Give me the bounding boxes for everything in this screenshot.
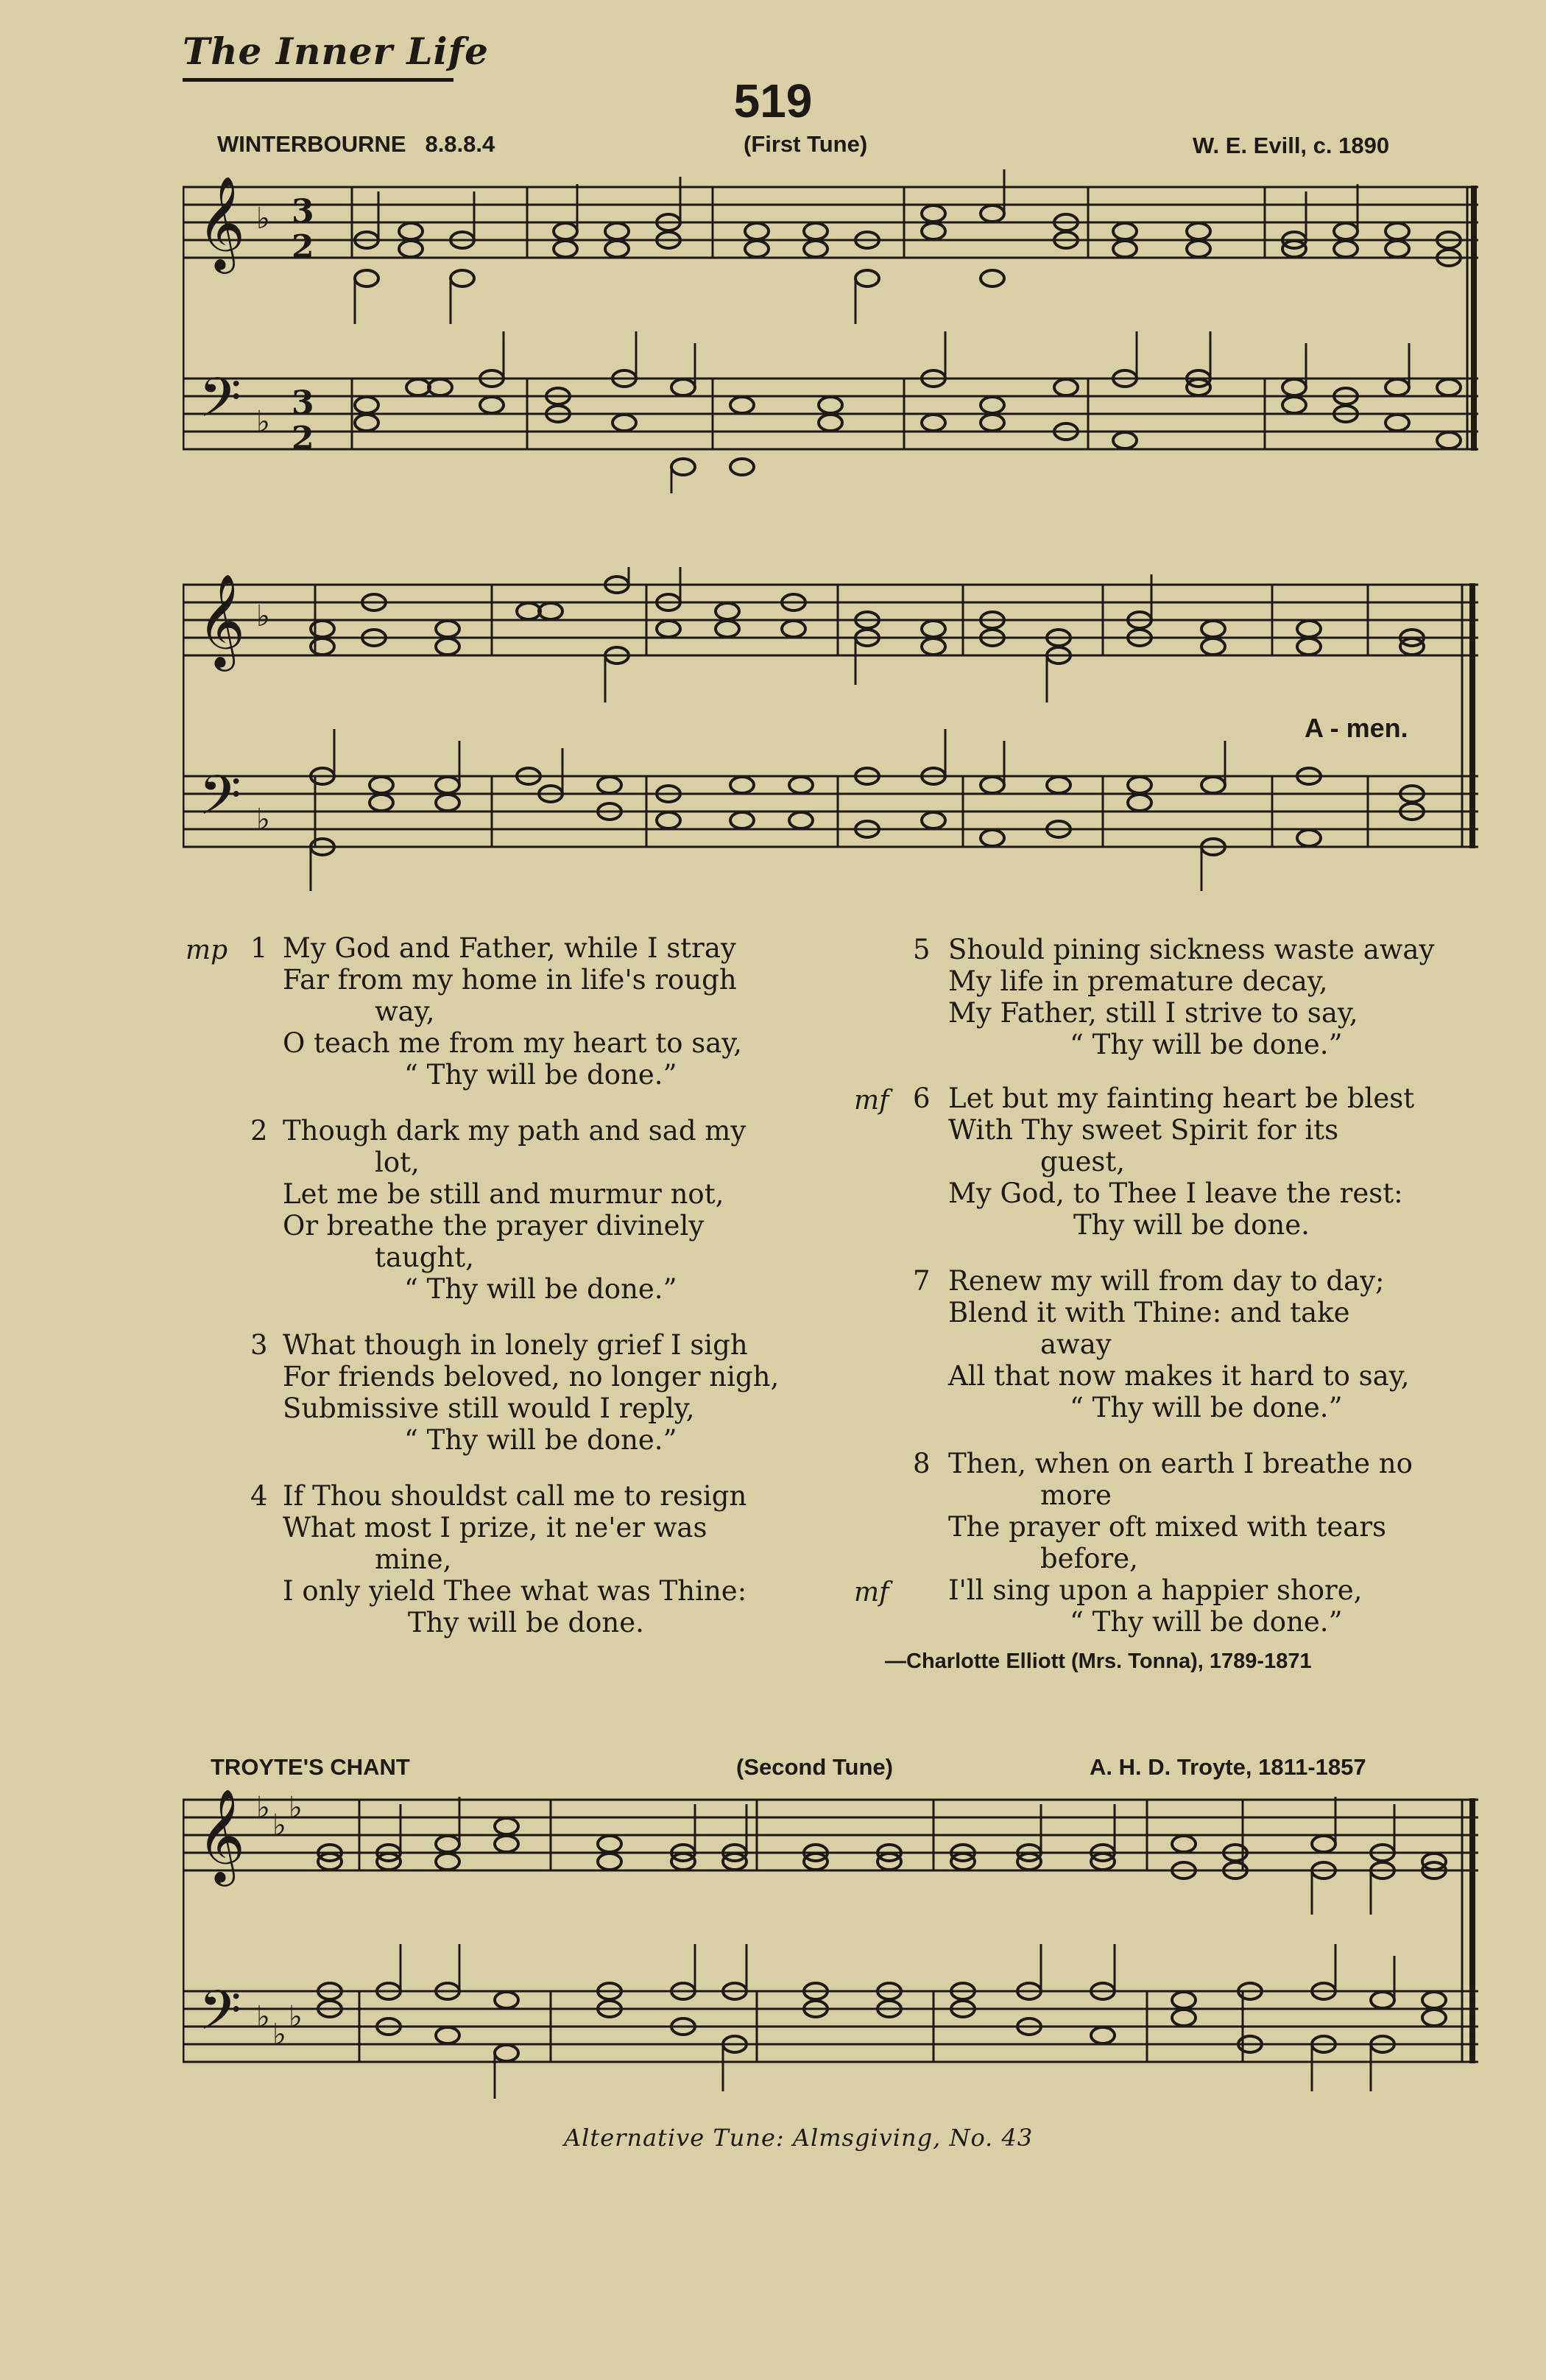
svg-text:3: 3 xyxy=(292,193,314,230)
verse-6 xyxy=(913,1082,1414,1241)
svg-text:2: 2 xyxy=(292,420,314,457)
verse-line: The prayer oft mixed with tears xyxy=(948,1511,1387,1543)
verse-line: guest, xyxy=(1040,1146,1126,1177)
verse-line: “ Thy will be done.” xyxy=(404,1424,677,1456)
verse-3 xyxy=(250,1329,779,1456)
hymn-attribution: —Charlotte Elliott (Mrs. Tonna), 1789-1871 xyxy=(885,1650,1312,1673)
svg-text:𝄢: 𝄢 xyxy=(199,366,241,443)
verse-number: 6 xyxy=(913,1082,931,1114)
verse-line: more xyxy=(1040,1479,1112,1511)
tune-name: WINTERBOURNE xyxy=(217,131,406,157)
svg-text:♭: ♭ xyxy=(256,1790,270,1825)
svg-text:♭: ♭ xyxy=(256,1999,270,2034)
first-tune-composer: W. E. Evill, c. 1890 xyxy=(1193,133,1390,158)
verse-1-dynamic: mp xyxy=(186,935,228,965)
amen-text: A - men. xyxy=(1305,713,1408,743)
verse-line: “ Thy will be done.” xyxy=(1070,1392,1343,1423)
verse-line: I only yield Thee what was Thine: xyxy=(283,1575,747,1607)
verse-1 xyxy=(250,932,742,1091)
tune-name-meter xyxy=(217,131,495,158)
second-tune-label: (Second Tune) xyxy=(736,1754,893,1780)
verse-number: 3 xyxy=(250,1329,268,1361)
verse-line: way, xyxy=(375,996,435,1027)
verse-line: “ Thy will be done.” xyxy=(1070,1606,1343,1638)
verse-line: mine, xyxy=(375,1543,452,1575)
verse-5 xyxy=(913,934,1434,1060)
svg-text:𝄞: 𝄞 xyxy=(197,1788,246,1882)
section-title: The Inner Life xyxy=(183,29,489,73)
verse-2 xyxy=(250,1115,746,1305)
verse-line: “ Thy will be done.” xyxy=(404,1059,677,1091)
verse-number: 1 xyxy=(250,932,268,964)
verse-line: I'll sing upon a happier shore, xyxy=(948,1574,1363,1606)
verse-line: If Thou shouldst call me to resign xyxy=(283,1480,747,1512)
svg-text:♭: ♭ xyxy=(272,1808,286,1842)
svg-text:♭: ♭ xyxy=(289,1790,303,1825)
svg-text:𝄞: 𝄞 xyxy=(197,573,246,667)
svg-text:𝄢: 𝄢 xyxy=(199,764,241,841)
alternative-tune: Alternative Tune: Almsgiving, No. 43 xyxy=(564,2124,1034,2152)
svg-text:♭: ♭ xyxy=(289,1999,303,2034)
tune-meter: 8.8.8.4 xyxy=(425,131,495,157)
verse-line: Far from my home in life's rough xyxy=(283,964,737,996)
svg-text:3: 3 xyxy=(292,384,314,422)
verse-line: Let but my fainting heart be blest xyxy=(948,1082,1415,1114)
verse-line: My God, to Thee I leave the rest: xyxy=(948,1177,1403,1209)
verse-line: Then, when on earth I breathe no xyxy=(948,1448,1413,1479)
verse-line: My God and Father, while I stray xyxy=(283,932,736,964)
verse-number: 2 xyxy=(250,1115,268,1147)
svg-text:♭: ♭ xyxy=(256,599,270,633)
verse-line: taught, xyxy=(375,1242,474,1273)
svg-text:♭: ♭ xyxy=(272,2017,286,2052)
svg-text:♭: ♭ xyxy=(256,201,270,236)
verse-line: With Thy sweet Spirit for its xyxy=(948,1114,1339,1146)
verse-line: Renew my will from day to day; xyxy=(948,1265,1385,1297)
verse-line: away xyxy=(1040,1328,1112,1360)
second-tune-composer: A. H. D. Troyte, 1811-1857 xyxy=(1090,1754,1366,1780)
music-system-3 xyxy=(183,1782,1478,2106)
svg-text:𝄞: 𝄞 xyxy=(197,175,246,270)
verse-number: 7 xyxy=(913,1265,931,1297)
verse-number: 5 xyxy=(913,934,931,965)
svg-text:𝄢: 𝄢 xyxy=(199,1979,241,2056)
verse-line: Should pining sickness waste away xyxy=(948,934,1435,965)
verse-6-dynamic: mf xyxy=(854,1085,889,1116)
music-system-1 xyxy=(183,169,1478,493)
verse-line: “ Thy will be done.” xyxy=(404,1273,677,1305)
first-tune-label: (First Tune) xyxy=(744,131,868,157)
verse-line: “ Thy will be done.” xyxy=(1070,1029,1343,1060)
verse-line: O teach me from my heart to say, xyxy=(283,1027,743,1059)
verse-8 xyxy=(913,1448,1413,1638)
svg-text:2: 2 xyxy=(292,228,314,266)
music-system-2 xyxy=(183,567,1478,891)
verse-line: before, xyxy=(1040,1543,1138,1574)
verse-line: lot, xyxy=(375,1147,420,1178)
verse-line: Thy will be done. xyxy=(408,1607,644,1638)
verse-line: Thy will be done. xyxy=(1073,1209,1310,1241)
verse-line: What though in lonely grief I sigh xyxy=(283,1329,748,1361)
verse-number: 4 xyxy=(250,1480,268,1512)
verse-line: My Father, still I strive to say, xyxy=(948,997,1358,1029)
verse-line: Though dark my path and sad my xyxy=(283,1115,746,1147)
verse-8-dynamic: mf xyxy=(854,1577,889,1608)
verse-line: For friends beloved, no longer nigh, xyxy=(283,1361,780,1393)
verse-line: Or breathe the prayer divinely xyxy=(283,1210,705,1242)
verse-line: What most I prize, it ne'er was xyxy=(283,1512,707,1543)
verse-4 xyxy=(250,1480,746,1638)
verse-line: All that now makes it hard to say, xyxy=(948,1360,1410,1392)
verse-line: My life in premature decay, xyxy=(948,965,1328,997)
second-tune-name: TROYTE'S CHANT xyxy=(211,1754,410,1780)
verse-line: Let me be still and murmur not, xyxy=(283,1178,724,1210)
verse-line: Submissive still would I reply, xyxy=(283,1393,695,1424)
hymn-number: 519 xyxy=(733,74,813,127)
verse-number: 8 xyxy=(913,1448,931,1479)
svg-text:♭: ♭ xyxy=(256,802,270,837)
verse-line: Blend it with Thine: and take xyxy=(948,1297,1350,1328)
svg-text:♭: ♭ xyxy=(256,404,270,439)
verse-7 xyxy=(913,1265,1409,1423)
